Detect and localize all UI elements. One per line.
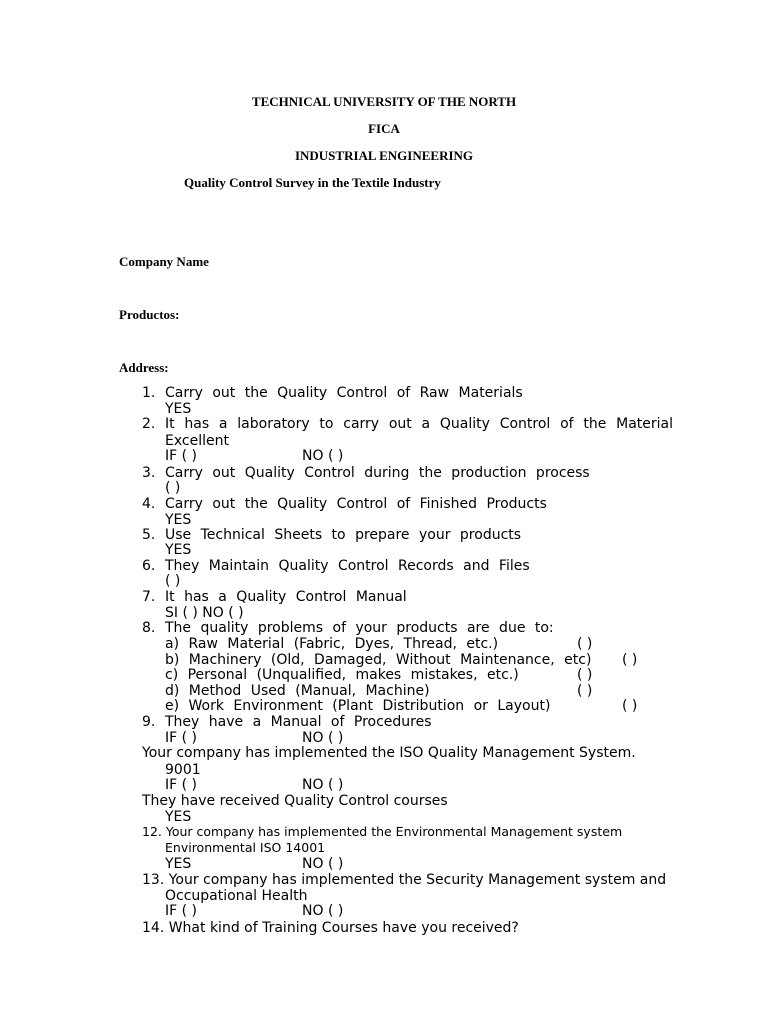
address-label: Address:	[119, 360, 169, 375]
question-14-text: 14. What kind of Training Courses have you received?	[142, 920, 519, 936]
question-13-text: 13. Your company has implemented the Security Management system and	[142, 872, 667, 888]
question-5-answer: YES	[165, 542, 192, 558]
question-5-number: 5.	[142, 527, 156, 543]
question-9-text: They have a Manual of Procedures	[165, 714, 432, 730]
question-10-if-option: IF ( )	[165, 777, 198, 793]
question-2-if-option: IF ( )	[165, 448, 198, 464]
question-9-no-option: NO ( )	[302, 730, 344, 746]
question-8a-text: a) Raw Material (Fabric, Dyes, Thread, etc.)	[165, 636, 499, 652]
question-6-text: They Maintain Quality Control Records and Files	[165, 558, 530, 574]
question-8c-text: c) Personal (Unqualified, makes mistakes, etc.)	[165, 667, 519, 683]
question-1-text: Carry out the Quality Control of Raw Materials	[165, 385, 523, 401]
question-8-text: The quality problems of your products are due to:	[165, 620, 554, 636]
question-3-answer: ( )	[165, 480, 181, 496]
question-4-number: 4.	[142, 496, 156, 512]
question-13-no-option: NO ( )	[302, 903, 344, 919]
question-2-continuation: Excellent	[165, 433, 229, 449]
question-1-number: 1.	[142, 385, 156, 401]
question-8d-text: d) Method Used (Manual, Machine)	[165, 683, 430, 699]
question-6-number: 6.	[142, 558, 156, 574]
question-9-if-option: IF ( )	[165, 730, 198, 746]
question-8e-box: ( )	[622, 698, 638, 714]
question-8b-text: b) Machinery (Old, Damaged, Without Maintenance, etc)	[165, 652, 592, 668]
question-3-text: Carry out Quality Control during the production process	[165, 465, 590, 481]
question-2-no-option: NO ( )	[302, 448, 344, 464]
question-8d-box: ( )	[577, 683, 593, 699]
question-10-text: Your company has implemented the ISO Quality Management System.	[142, 745, 636, 761]
question-5-text: Use Technical Sheets to prepare your products	[165, 527, 522, 543]
question-3-number: 3.	[142, 465, 156, 481]
question-8-number: 8.	[142, 620, 156, 636]
survey-title: Quality Control Survey in the Textile Industry	[184, 175, 441, 190]
question-8c-box: ( )	[577, 667, 593, 683]
question-1-answer: YES	[165, 401, 192, 417]
products-label: Productos:	[119, 307, 180, 322]
question-7-text: It has a Quality Control Manual	[165, 589, 407, 605]
question-11-answer: YES	[165, 809, 192, 825]
question-13-continuation: Occupational Health	[165, 888, 308, 904]
question-6-answer: ( )	[165, 573, 181, 589]
question-10-no-option: NO ( )	[302, 777, 344, 793]
question-12-yes-option: YES	[165, 856, 192, 872]
faculty-title: FICA	[368, 121, 400, 136]
question-8b-box: ( )	[622, 652, 638, 668]
question-11-text: They have received Quality Control courses	[142, 793, 448, 809]
question-4-answer: YES	[165, 512, 192, 528]
question-2-number: 2.	[142, 416, 156, 432]
question-7-number: 7.	[142, 589, 156, 605]
question-13-if-option: IF ( )	[165, 903, 198, 919]
university-title: TECHNICAL UNIVERSITY OF THE NORTH	[251, 94, 517, 109]
question-8a-box: ( )	[577, 636, 593, 652]
question-10-continuation: 9001	[165, 762, 201, 778]
question-2-text: It has a laboratory to carry out a Quality Control of the Material	[165, 416, 673, 432]
question-7-answer: SI ( ) NO ( )	[165, 605, 244, 621]
question-9-number: 9.	[142, 714, 156, 730]
company-name-label: Company Name	[119, 254, 209, 269]
question-12-no-option: NO ( )	[302, 856, 344, 872]
program-title: INDUSTRIAL ENGINEERING	[294, 148, 474, 163]
question-8e-text: e) Work Environment (Plant Distribution or Layout)	[165, 698, 551, 714]
question-12-continuation: Environmental ISO 14001	[165, 840, 326, 855]
question-12-text: 12. Your company has implemented the Environmental Management system	[142, 824, 623, 839]
question-4-text: Carry out the Quality Control of Finished Products	[165, 496, 547, 512]
